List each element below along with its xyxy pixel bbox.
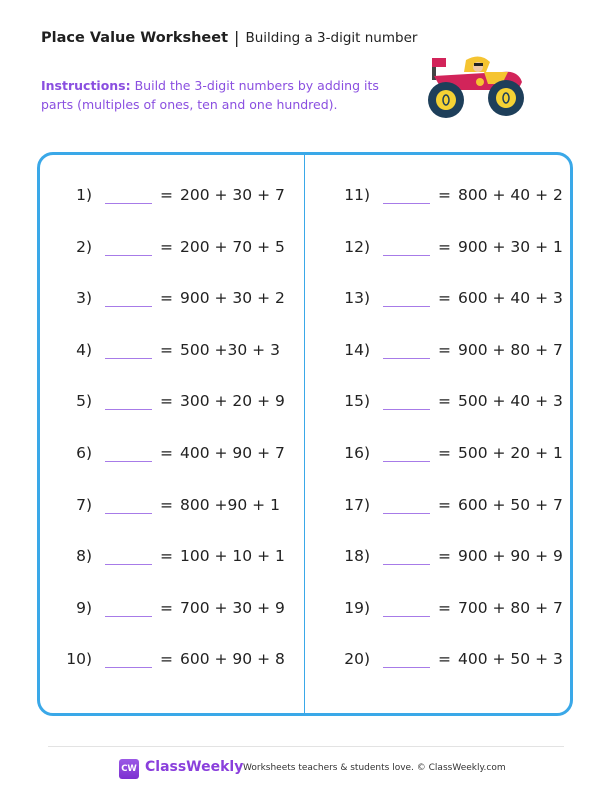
- problem-row: [52, 238, 285, 290]
- equals-sign: =: [438, 650, 451, 669]
- equals-sign: =: [160, 392, 173, 411]
- problem-row: [330, 496, 563, 548]
- equals-sign: =: [438, 547, 451, 566]
- answer-blank[interactable]: [105, 238, 152, 256]
- problem-number: 14): [344, 340, 370, 359]
- equals-sign: =: [438, 443, 451, 462]
- answer-blank[interactable]: [383, 547, 430, 565]
- problem-number: 10): [66, 650, 92, 669]
- answer-blank[interactable]: [105, 341, 152, 359]
- footer-divider: [48, 746, 564, 747]
- problem-number: 4): [76, 340, 92, 359]
- column-divider: [304, 152, 305, 716]
- problem-number: 5): [76, 392, 92, 411]
- answer-blank[interactable]: [105, 547, 152, 565]
- answer-blank[interactable]: [383, 186, 430, 204]
- answer-blank[interactable]: [383, 444, 430, 462]
- equals-sign: =: [160, 495, 173, 514]
- problem-row: [52, 547, 285, 599]
- worksheet-header: [41, 28, 417, 47]
- worksheet-title: Place Value Worksheet: [41, 29, 229, 46]
- problem-number: 19): [344, 598, 370, 617]
- problem-row: [330, 444, 563, 496]
- equals-sign: =: [160, 186, 173, 204]
- equals-sign: =: [438, 289, 451, 308]
- problem-row: [330, 650, 563, 702]
- expanded-form: 600 + 50 + 7: [458, 495, 563, 514]
- answer-blank[interactable]: [383, 238, 430, 256]
- problem-row: [330, 289, 563, 341]
- problem-number: 8): [76, 547, 92, 566]
- answer-blank[interactable]: [383, 289, 430, 307]
- expanded-form: 400 + 50 + 3: [458, 650, 563, 669]
- answer-blank[interactable]: [383, 650, 430, 668]
- expanded-form: 900 + 90 + 9: [458, 547, 563, 566]
- expanded-form: 600 + 90 + 8: [180, 650, 285, 669]
- expanded-form: 500 + 20 + 1: [458, 443, 563, 462]
- problem-number: 3): [76, 289, 92, 308]
- equals-sign: =: [160, 650, 173, 669]
- problem-row: [330, 341, 563, 393]
- problem-row: [330, 238, 563, 290]
- equals-sign: =: [160, 340, 173, 359]
- answer-blank[interactable]: [105, 186, 152, 204]
- equals-sign: =: [160, 289, 173, 308]
- equals-sign: =: [160, 598, 173, 617]
- problems-column-right: [330, 186, 563, 702]
- equals-sign: =: [438, 340, 451, 359]
- answer-blank[interactable]: [383, 599, 430, 617]
- answer-blank[interactable]: [105, 289, 152, 307]
- problem-number: 9): [76, 598, 92, 617]
- answer-blank[interactable]: [383, 392, 430, 410]
- problem-row: [52, 341, 285, 393]
- equals-sign: =: [438, 598, 451, 617]
- answer-blank[interactable]: [105, 650, 152, 668]
- problem-number: 12): [344, 237, 370, 256]
- answer-blank[interactable]: [383, 496, 430, 514]
- expanded-form: 800 +90 + 1: [180, 495, 280, 514]
- answer-blank[interactable]: [105, 599, 152, 617]
- problem-row: [330, 186, 563, 238]
- classweekly-logo-icon: CW: [119, 759, 139, 779]
- expanded-form: 500 + 40 + 3: [458, 392, 563, 411]
- problem-number: 2): [76, 237, 92, 256]
- answer-blank[interactable]: [105, 496, 152, 514]
- equals-sign: =: [438, 186, 451, 204]
- instructions-text: Build the 3-digit numbers by adding its parts (multiples of ones, ten and one hundred).: [41, 78, 379, 112]
- problem-row: [52, 186, 285, 238]
- problem-row: [330, 392, 563, 444]
- equals-sign: =: [438, 237, 451, 256]
- equals-sign: =: [160, 547, 173, 566]
- instructions-label: Instructions:: [41, 78, 131, 93]
- title-separator: |: [234, 28, 240, 47]
- expanded-form: 900 + 30 + 2: [180, 289, 285, 308]
- problem-number: 13): [344, 289, 370, 308]
- expanded-form: 200 + 30 + 7: [180, 186, 285, 204]
- problem-number: 6): [76, 443, 92, 462]
- problem-row: [52, 599, 285, 651]
- problem-number: 15): [344, 392, 370, 411]
- expanded-form: 700 + 80 + 7: [458, 598, 563, 617]
- problem-row: [52, 496, 285, 548]
- equals-sign: =: [160, 443, 173, 462]
- problem-row: [52, 650, 285, 702]
- expanded-form: 200 + 70 + 5: [180, 237, 285, 256]
- equals-sign: =: [438, 495, 451, 514]
- problem-number: 17): [344, 495, 370, 514]
- problem-row: [52, 444, 285, 496]
- answer-blank[interactable]: [105, 444, 152, 462]
- problems-column-left: [52, 186, 285, 702]
- equals-sign: =: [438, 392, 451, 411]
- answer-blank[interactable]: [383, 341, 430, 359]
- monster-truck-icon: [422, 50, 532, 122]
- expanded-form: 400 + 90 + 7: [180, 443, 285, 462]
- answer-blank[interactable]: [105, 392, 152, 410]
- problem-number: 1): [76, 186, 92, 204]
- footer-tagline: Worksheets teachers & students love. © ClassWeekly.com: [243, 763, 506, 773]
- expanded-form: 500 +30 + 3: [180, 340, 280, 359]
- expanded-form: 100 + 10 + 1: [180, 547, 285, 566]
- expanded-form: 900 + 80 + 7: [458, 340, 563, 359]
- problem-number: 18): [344, 547, 370, 566]
- expanded-form: 600 + 40 + 3: [458, 289, 563, 308]
- expanded-form: 700 + 30 + 9: [180, 598, 285, 617]
- problem-number: 20): [344, 650, 370, 669]
- expanded-form: 300 + 20 + 9: [180, 392, 285, 411]
- expanded-form: 900 + 30 + 1: [458, 237, 563, 256]
- instructions: [41, 76, 401, 114]
- problem-number: 11): [344, 186, 370, 204]
- brand-name: ClassWeekly: [145, 759, 244, 775]
- problem-number: 16): [344, 443, 370, 462]
- problem-row: [52, 392, 285, 444]
- problem-number: 7): [76, 495, 92, 514]
- expanded-form: 800 + 40 + 2: [458, 186, 563, 204]
- problem-row: [330, 599, 563, 651]
- problem-row: [52, 289, 285, 341]
- equals-sign: =: [160, 237, 173, 256]
- worksheet-subtitle: Building a 3-digit number: [245, 29, 418, 46]
- problem-row: [330, 547, 563, 599]
